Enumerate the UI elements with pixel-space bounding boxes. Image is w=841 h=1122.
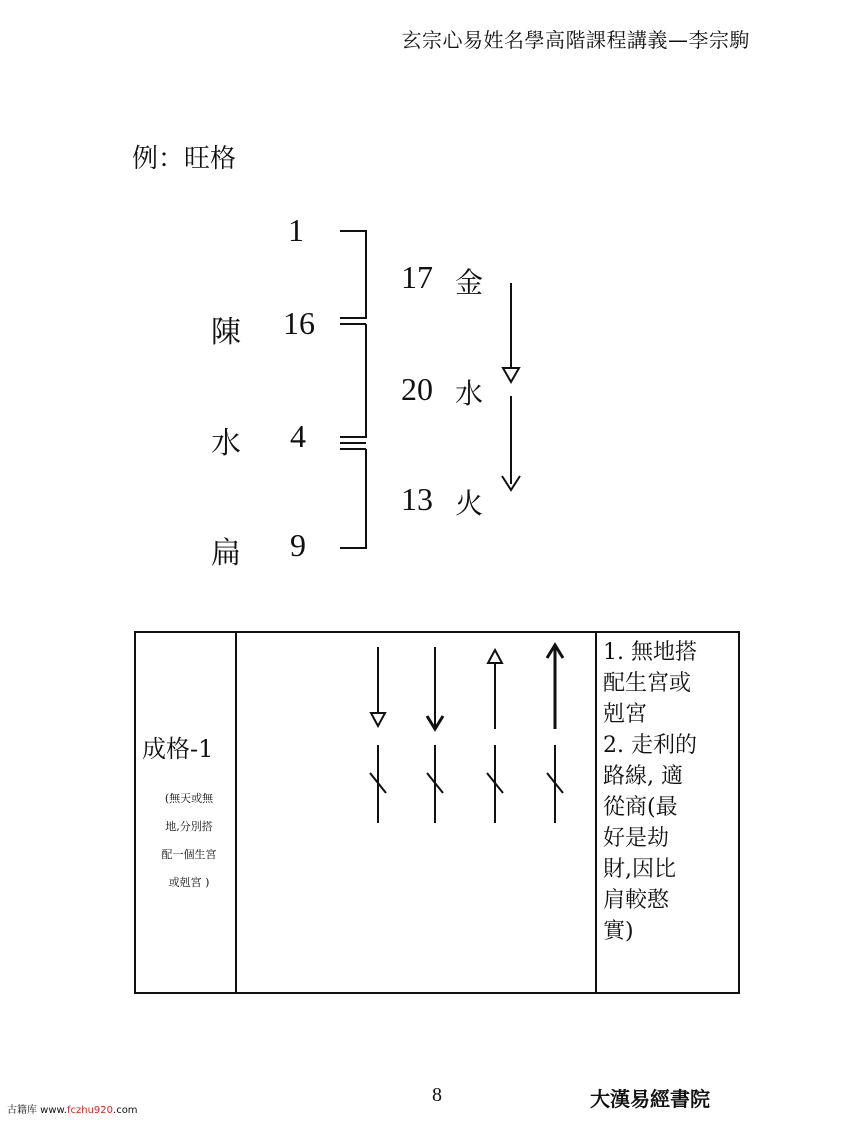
name-char-3: 扁: [211, 536, 241, 571]
footer-site-suffix: .com: [113, 1105, 138, 1116]
example-label: 例：旺格: [132, 144, 237, 174]
grid-number-1: 20: [401, 371, 433, 407]
pattern-title: 成格-1: [142, 735, 214, 763]
explanation-line: 好是劫: [603, 826, 670, 851]
publisher-name: 大漢易經書院: [590, 1087, 710, 1111]
explanation-line: 財,因比: [603, 857, 676, 882]
name-char-2: 水: [211, 426, 241, 461]
stroke-number-1: 16: [283, 305, 315, 341]
stroke-number-3: 9: [290, 527, 306, 563]
note-line: (無天或無: [164, 792, 214, 805]
explanation-line: 路線, 適: [603, 764, 683, 789]
bracket-person: [340, 324, 366, 437]
name-char-1: 陳: [211, 315, 241, 350]
pattern-arrows-diagram: [237, 633, 599, 992]
explanation-line: 從商(最: [603, 795, 678, 820]
hollow-arrow-head: [371, 713, 385, 726]
pattern-table: [134, 631, 740, 994]
explanation-line: 2. 走利的: [603, 733, 697, 758]
hollow-arrow-head: [488, 650, 502, 663]
explanation-line: 1. 無地搭: [603, 640, 697, 665]
footer-site-link[interactable]: [7, 1101, 138, 1116]
pattern-note: [144, 785, 234, 897]
grid-number-2: 13: [401, 481, 433, 517]
explanation-line: 剋宮: [603, 702, 648, 727]
page-number: 8: [432, 1084, 442, 1106]
grid-element-2: 火: [455, 487, 484, 520]
table-left-column: [136, 633, 237, 992]
explanation-line: 肩較憨: [603, 888, 670, 913]
note-line: 或剋宮 ): [168, 876, 210, 889]
stroke-number-0: 1: [288, 212, 304, 248]
grid-element-0: 金: [455, 266, 484, 299]
grid-element-1: 水: [455, 377, 484, 410]
bracket-heaven: [340, 231, 366, 318]
note-line: 配一個生宮: [161, 848, 217, 861]
hollow-arrow-head: [503, 368, 519, 382]
bracket-earth: [340, 449, 366, 548]
grid-number-0: 17: [401, 259, 433, 295]
explanation-line: 實): [603, 919, 634, 944]
explanation-line: 配生宮或: [603, 671, 692, 696]
stroke-number-2: 4: [290, 418, 306, 454]
footer-site-domain: fczhu920: [66, 1105, 114, 1116]
table-right-column: [595, 633, 738, 992]
note-line: 地,分別搭: [165, 820, 213, 833]
footer-site-prefix: 古籍库 www.: [7, 1105, 67, 1116]
page-header-title: 玄宗心易姓名學高階課程講義—李宗駒: [401, 28, 750, 52]
